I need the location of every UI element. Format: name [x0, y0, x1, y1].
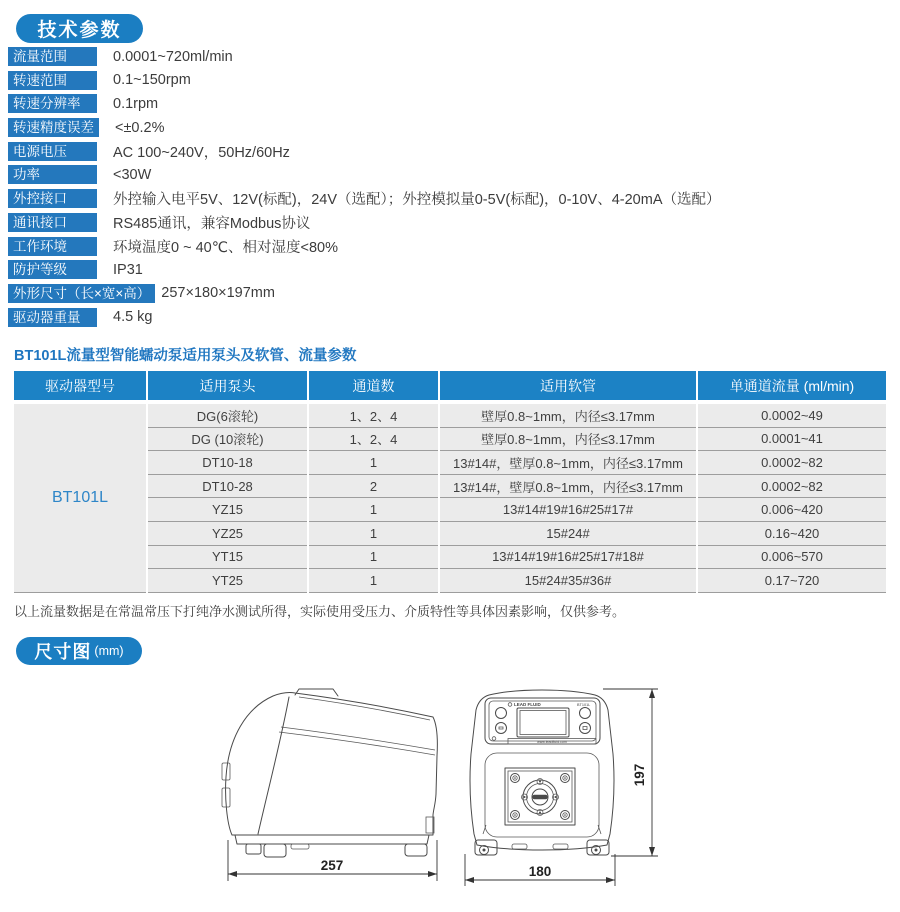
col-header-tubing: 适用软管	[440, 371, 696, 400]
spec-label: 外形尺寸（长×宽×高）	[8, 284, 155, 303]
panel-button-glyph	[499, 727, 503, 729]
side-width-dimension-label: 257	[320, 858, 344, 873]
spec-row-speed-range	[8, 71, 721, 90]
spec-value: 4.5 kg	[113, 309, 153, 326]
spec-label: 转速精度误差	[8, 118, 99, 137]
table-cell: 1	[309, 569, 438, 593]
spec-row-weight	[8, 308, 721, 327]
spec-row-dimensions	[8, 284, 721, 303]
spec-label: 转速范围	[8, 71, 97, 90]
spec-value: 0.0001~720ml/min	[113, 48, 233, 65]
panel-indicator	[492, 737, 496, 741]
table-cell: 1	[309, 451, 438, 475]
table-cell: 13#14#19#16#25#17#	[440, 498, 696, 522]
side-accent-line	[279, 732, 435, 755]
table-header-row	[14, 371, 886, 400]
brand-logo-icon	[508, 703, 512, 707]
spec-label: 外控接口	[8, 189, 97, 208]
spec-value: IP31	[113, 261, 143, 278]
table-cell: 1、2、4	[309, 404, 438, 428]
spec-row-flow-range	[8, 47, 721, 66]
lcd-screen	[517, 708, 569, 737]
spec-row-power-supply	[8, 142, 721, 161]
spec-label: 流量范围	[8, 47, 97, 66]
spec-row-communication	[8, 213, 721, 232]
table-cell: 0.006~420	[698, 498, 886, 522]
spec-row-external-control	[8, 189, 721, 208]
table-cell: 0.0001~41	[698, 428, 886, 452]
table-cell: 1	[309, 546, 438, 570]
col-header-driver-model: 驱动器型号	[14, 371, 146, 400]
spec-value: 环境温度0 ~ 40℃、相对湿度<80%	[113, 239, 338, 256]
front-bottom-tab	[512, 844, 527, 849]
table-cell: 15#24#	[440, 522, 696, 546]
spec-label: 电源电压	[8, 142, 97, 161]
panel-url-label: www.leadfluid.com	[537, 739, 567, 744]
side-foot	[405, 844, 427, 856]
front-body-outline	[470, 690, 614, 850]
table-cell: YT25	[148, 569, 307, 593]
panel-button	[580, 723, 591, 734]
spec-value: 0.1~150rpm	[113, 72, 191, 89]
spec-value: AC 100~240V，50Hz/60Hz	[113, 144, 290, 161]
table-cell: 13#14#，壁厚0.8~1mm，内径≤3.17mm	[440, 475, 696, 499]
side-foot	[246, 844, 261, 854]
table-cell: 0.17~720	[698, 569, 886, 593]
table-cell: 15#24#35#36#	[440, 569, 696, 593]
panel-model-label: BT101L	[577, 703, 591, 707]
table-cell: 1	[309, 522, 438, 546]
spec-label: 工作环境	[8, 237, 97, 256]
front-height-extension-line	[603, 689, 658, 856]
spec-value: <30W	[113, 166, 152, 183]
spec-value: <±0.2%	[115, 119, 165, 136]
side-base-bump	[291, 844, 309, 849]
table-cell: DG(6滚轮)	[148, 404, 307, 428]
front-width-dimension-label: 180	[528, 864, 552, 879]
display-panel-inner	[489, 701, 596, 741]
spec-row-power	[8, 165, 721, 184]
table-cell: YT15	[148, 546, 307, 570]
front-height-dimension-label: 197	[632, 763, 647, 787]
table-title: BT101L流量型智能蠕动泵适用泵头及软管、流量参数	[14, 348, 357, 364]
side-head-separator	[258, 697, 289, 834]
table-cell: DG (10滚轮)	[148, 428, 307, 452]
side-view-diagram	[215, 682, 455, 897]
side-foot	[264, 844, 286, 857]
spec-label: 驱动器重量	[8, 308, 97, 327]
side-top-tab	[295, 689, 338, 696]
table-cell: 壁厚0.8~1mm，内径≤3.17mm	[440, 428, 696, 452]
table-cell: YZ25	[148, 522, 307, 546]
spec-value: 外控输入电平5V、12V(标配)，24V（选配）；外控模拟量0-5V(标配)，0-10V、4-20mA（选配）	[113, 192, 721, 209]
front-caster-dot	[595, 849, 598, 852]
front-bottom-tab	[553, 844, 568, 849]
spec-row-environment	[8, 237, 721, 256]
col-header-flow: 单通道流量 (ml/min)	[698, 371, 886, 400]
spec-label: 防护等级	[8, 260, 97, 279]
table-footnote: 以上流量数据是在常温常压下打纯净水测试所得，实际使用受压力、介质特性等具体因素影响，仅供参考。	[14, 604, 626, 619]
spec-row-speed-accuracy	[8, 118, 721, 137]
spec-label: 转速分辨率	[8, 94, 97, 113]
driver-model-cell: BT101L	[14, 404, 146, 593]
dimension-header-unit: (mm)	[94, 644, 124, 658]
spec-list	[8, 47, 721, 331]
table-cell: 壁厚0.8~1mm，内径≤3.17mm	[440, 404, 696, 428]
panel-button-glyph	[583, 727, 587, 730]
side-base	[235, 835, 429, 844]
tech-params-header-label: 技术参数	[37, 20, 122, 41]
tech-params-header	[16, 14, 143, 43]
panel-brand-label: LEAD FLUID	[514, 702, 541, 707]
front-detail-mark	[483, 825, 601, 834]
table-cell: 0.16~420	[698, 522, 886, 546]
table-body	[14, 404, 886, 593]
panel-button	[496, 723, 507, 734]
table-cell: 0.0002~82	[698, 451, 886, 475]
side-top-edge-line	[299, 697, 430, 720]
table-cell: 13#14#，壁厚0.8~1mm，内径≤3.17mm	[440, 451, 696, 475]
spec-value: 0.1rpm	[113, 95, 159, 112]
table-cell: DT10-28	[148, 475, 307, 499]
spec-row-protection	[8, 260, 721, 279]
table-cell: 0.0002~49	[698, 404, 886, 428]
spec-row-speed-resolution	[8, 94, 721, 113]
pump-head-table	[14, 371, 886, 593]
panel-button	[580, 708, 591, 719]
col-header-pump-head: 适用泵头	[148, 371, 307, 400]
drive-shaft-boss	[522, 779, 559, 816]
table-cell: YZ15	[148, 498, 307, 522]
dimension-header	[16, 637, 142, 665]
table-cell: 0.006~570	[698, 546, 886, 570]
col-header-channels: 通道数	[309, 371, 438, 400]
spec-label: 通讯接口	[8, 213, 97, 232]
table-cell: 0.0002~82	[698, 475, 886, 499]
dimension-header-label: 尺寸图	[34, 642, 92, 662]
side-body-outline	[226, 693, 438, 835]
side-accent-line	[281, 727, 435, 750]
table-cell: 13#14#19#16#25#17#18#	[440, 546, 696, 570]
spec-value: RS485通讯，兼容Modbus协议	[113, 215, 311, 232]
table-cell: 1	[309, 498, 438, 522]
lcd-screen-inner	[520, 711, 566, 735]
table-cell: 1、2、4	[309, 428, 438, 452]
spec-value: 257×180×197mm	[161, 285, 275, 302]
table-cell: DT10-18	[148, 451, 307, 475]
front-view-diagram	[455, 682, 670, 897]
panel-button	[496, 708, 507, 719]
table-cell: 2	[309, 475, 438, 499]
spec-label: 功率	[8, 165, 97, 184]
front-caster-dot	[483, 849, 486, 852]
